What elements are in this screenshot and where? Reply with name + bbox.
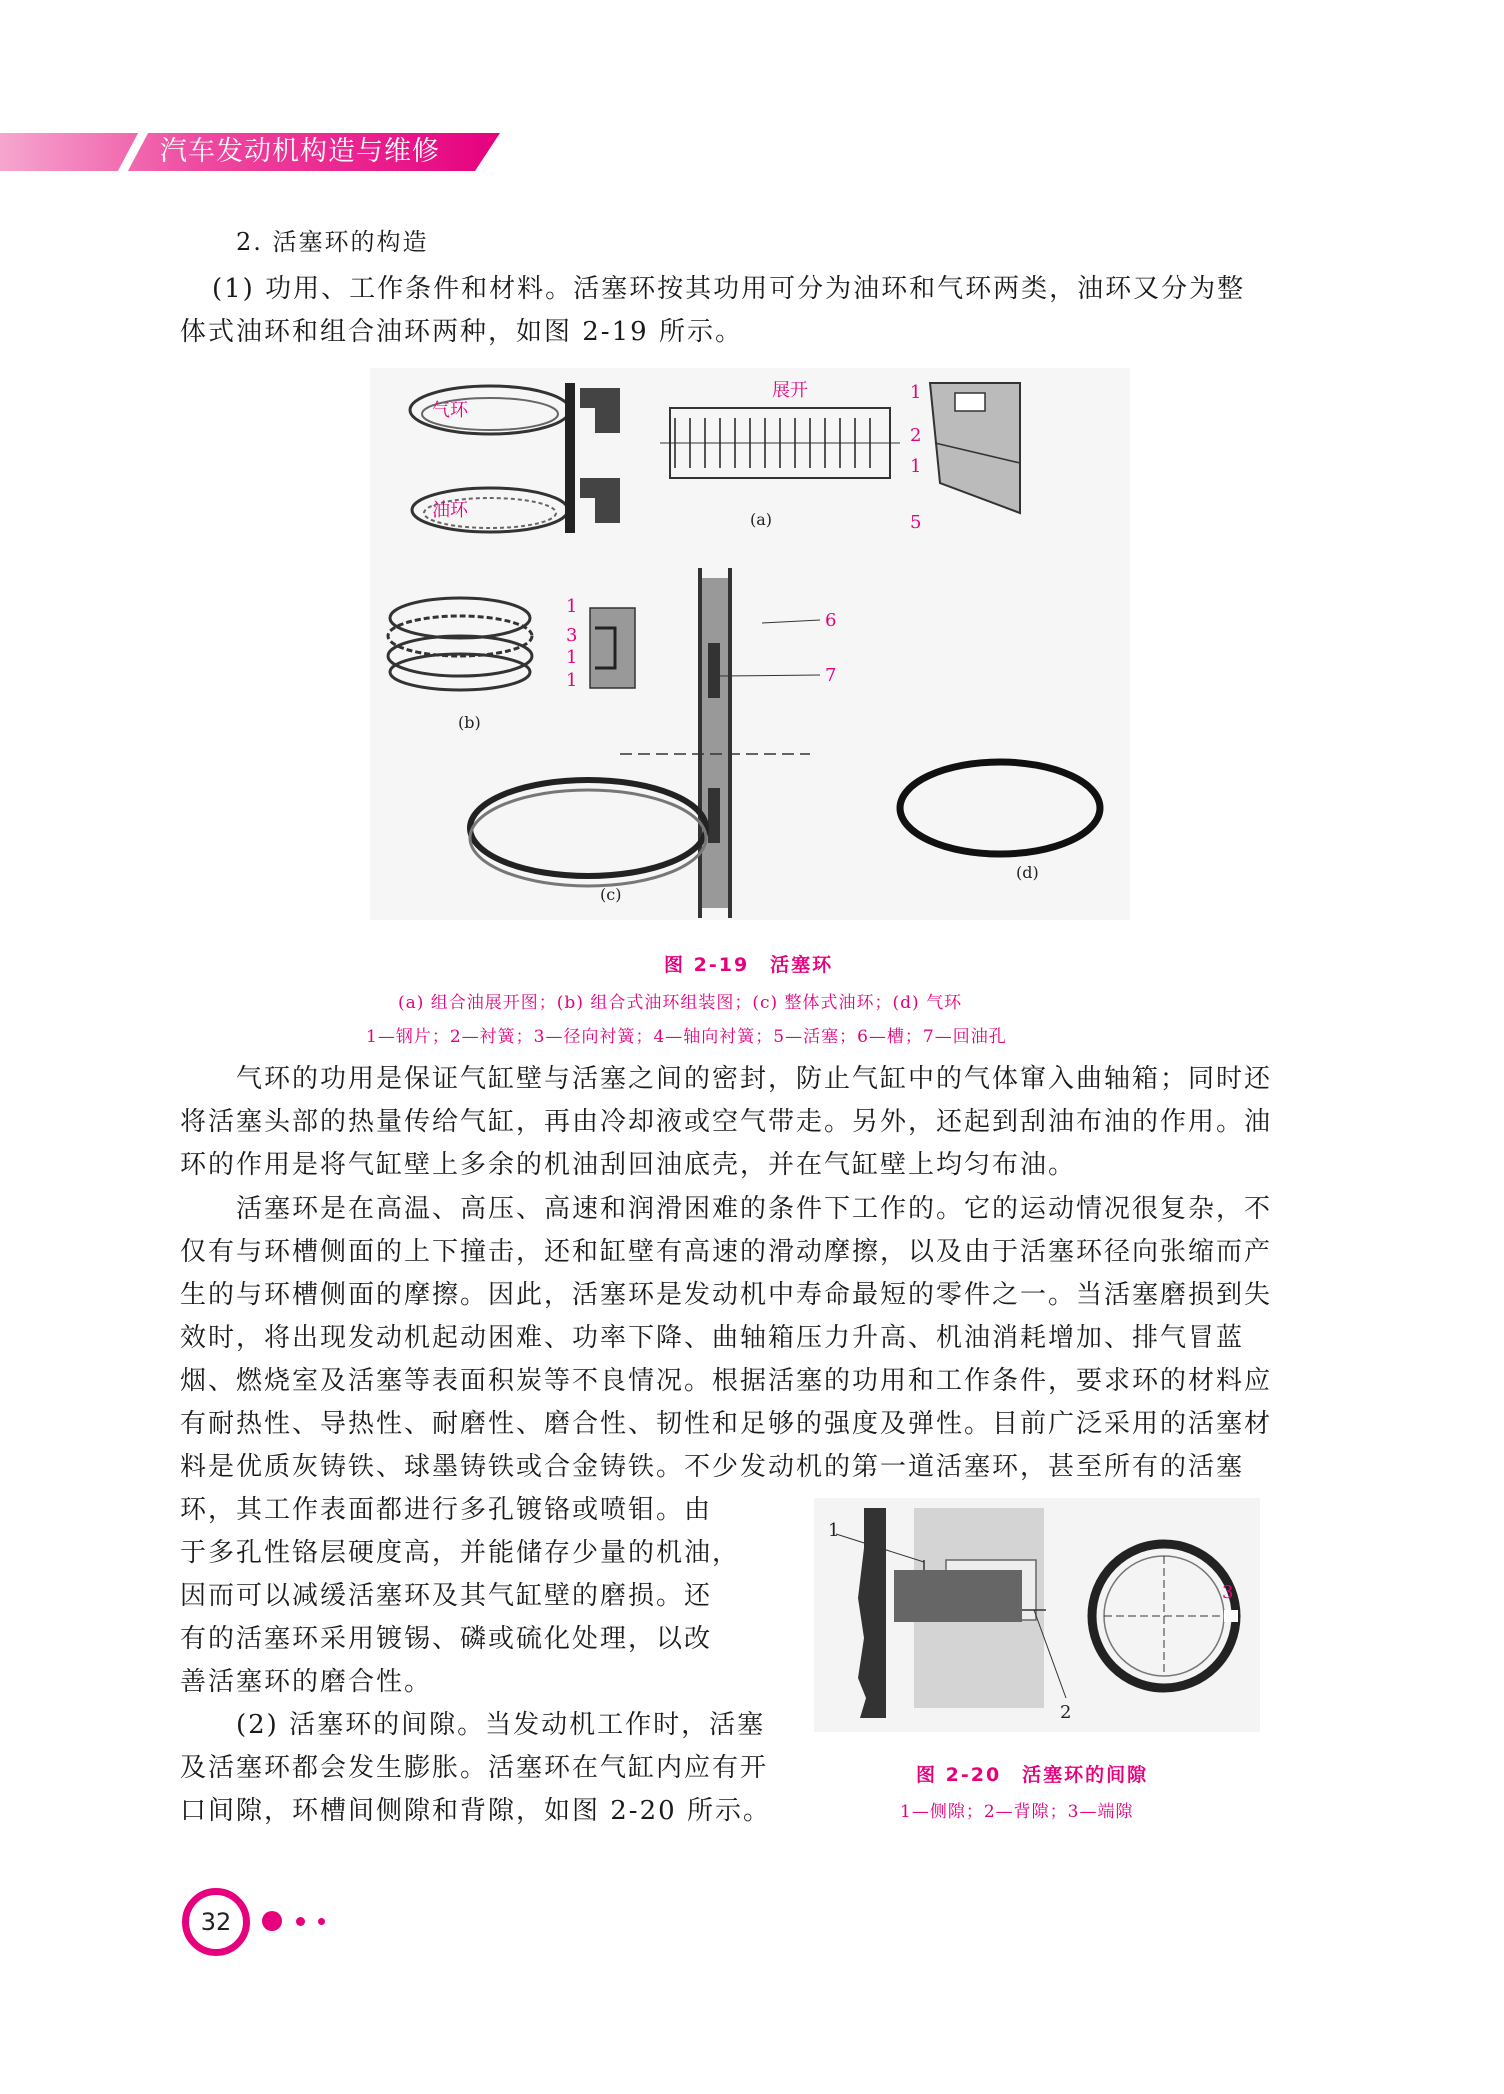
paragraph-line: 生的与环槽侧面的摩擦。因此，活塞环是发动机中寿命最短的零件之一。当活塞磨损到失: [180, 1280, 1273, 1310]
paragraph-line: 活塞环是在高温、高压、高速和润滑困难的条件下工作的。它的运动情况很复杂，不: [236, 1194, 1273, 1224]
figure-2-19: [370, 368, 1130, 920]
paragraph-line: 体式油环和组合油环两种，如图 2-19 所示。: [180, 317, 743, 347]
label-5: 5: [910, 512, 922, 533]
header-slash: [118, 133, 148, 171]
paragraph-line: 烟、燃烧室及活塞等表面积炭等不良情况。根据活塞的功用和工作条件，要求环的材料应: [180, 1366, 1273, 1396]
label-1: 1: [828, 1520, 840, 1541]
label-1: 1: [566, 670, 578, 691]
label-7: 7: [825, 665, 837, 686]
figure-2-20-legend: 1—侧隙；2—背隙；3—端隙: [900, 1802, 1134, 1822]
label-unfold: 展开: [772, 380, 808, 401]
paragraph-line: 口间隙，环槽间侧隙和背隙，如图 2-20 所示。: [180, 1796, 771, 1826]
paragraph-line: 环，其工作表面都进行多孔镀铬或喷钼。由: [180, 1495, 713, 1525]
paragraph-line: 料是优质灰铸铁、球墨铸铁或合金铸铁。不少发动机的第一道活塞环，甚至所有的活塞: [180, 1452, 1245, 1482]
paragraph-line: 效时，将出现发动机起动困难、功率下降、曲轴箱压力升高、机油消耗增加、排气冒蓝: [180, 1323, 1245, 1353]
label-1: 1: [566, 647, 578, 668]
label-2: 2: [910, 425, 922, 446]
paragraph-line: 于多孔性铬层硬度高，并能储存少量的机油，: [180, 1538, 741, 1568]
page-number: 32: [200, 1908, 232, 1936]
decor-dot: [318, 1918, 325, 1925]
figure-2-20-caption: 图 2-20 活塞环的间隙: [916, 1764, 1149, 1786]
paragraph-line: 及活塞环都会发生膨胀。活塞环在气缸内应有开: [180, 1753, 769, 1783]
label-c: (c): [600, 885, 622, 904]
label-3: 3: [1222, 1582, 1234, 1603]
paragraph-line: 环的作用是将气缸壁上多余的机油刮回油底壳，并在气缸壁上均匀布油。: [180, 1150, 1077, 1180]
figure-2-20: [814, 1498, 1260, 1732]
label-a: (a): [750, 510, 773, 529]
paragraph-line: (1) 功用、工作条件和材料。活塞环按其功用可分为油环和气环两类，油环又分为整: [212, 274, 1246, 304]
decor-dot: [296, 1917, 305, 1926]
paragraph-line: 仅有与环槽侧面的上下撞击，还和缸壁有高速的滑动摩擦，以及由于活塞环径向张缩而产: [180, 1237, 1273, 1267]
section-heading: 2. 活塞环的构造: [236, 228, 429, 256]
label-6: 6: [825, 610, 837, 631]
label-1: 1: [910, 382, 922, 403]
figure-2-19-subcaption: (a) 组合油展开图；(b) 组合式油环组装图；(c) 整体式油环；(d) 气环: [398, 993, 963, 1013]
figure-2-19-caption: 图 2-19 活塞环: [664, 954, 834, 976]
book-title: 汽车发动机构造与维修: [160, 136, 440, 167]
label-1: 1: [910, 456, 922, 477]
paragraph-line: 将活塞头部的热量传给气缸，再由冷却液或空气带走。另外，还起到刮油布油的作用。油: [180, 1107, 1273, 1137]
paragraph-line: 有的活塞环采用镀锡、磷或硫化处理，以改: [180, 1624, 713, 1654]
label-d: (d): [1016, 863, 1039, 882]
decor-dot-large: [262, 1911, 282, 1931]
label-2: 2: [1060, 1702, 1072, 1723]
label-3: 3: [566, 625, 578, 646]
label-oil-ring: 油环: [432, 500, 468, 521]
figure-2-19-legend: 1—钢片；2—衬簧；3—径向衬簧；4—轴向衬簧；5—活塞；6—槽；7—回油孔: [366, 1027, 1007, 1047]
paragraph-line: 善活塞环的磨合性。: [180, 1667, 433, 1697]
paragraph-line: 因而可以减缓活塞环及其气缸壁的磨损。还: [180, 1581, 713, 1611]
label-b: (b): [458, 713, 481, 732]
paragraph-line: (2) 活塞环的间隙。当发动机工作时，活塞: [236, 1710, 766, 1740]
paragraph-line: 气环的功用是保证气缸壁与活塞之间的密封，防止气缸中的气体窜入曲轴箱；同时还: [236, 1064, 1273, 1094]
paragraph-line: 有耐热性、导热性、耐磨性、磨合性、韧性和足够的强度及弹性。目前广泛采用的活塞材: [180, 1409, 1273, 1439]
label-air-ring: 气环: [432, 400, 468, 421]
label-1: 1: [566, 596, 578, 617]
